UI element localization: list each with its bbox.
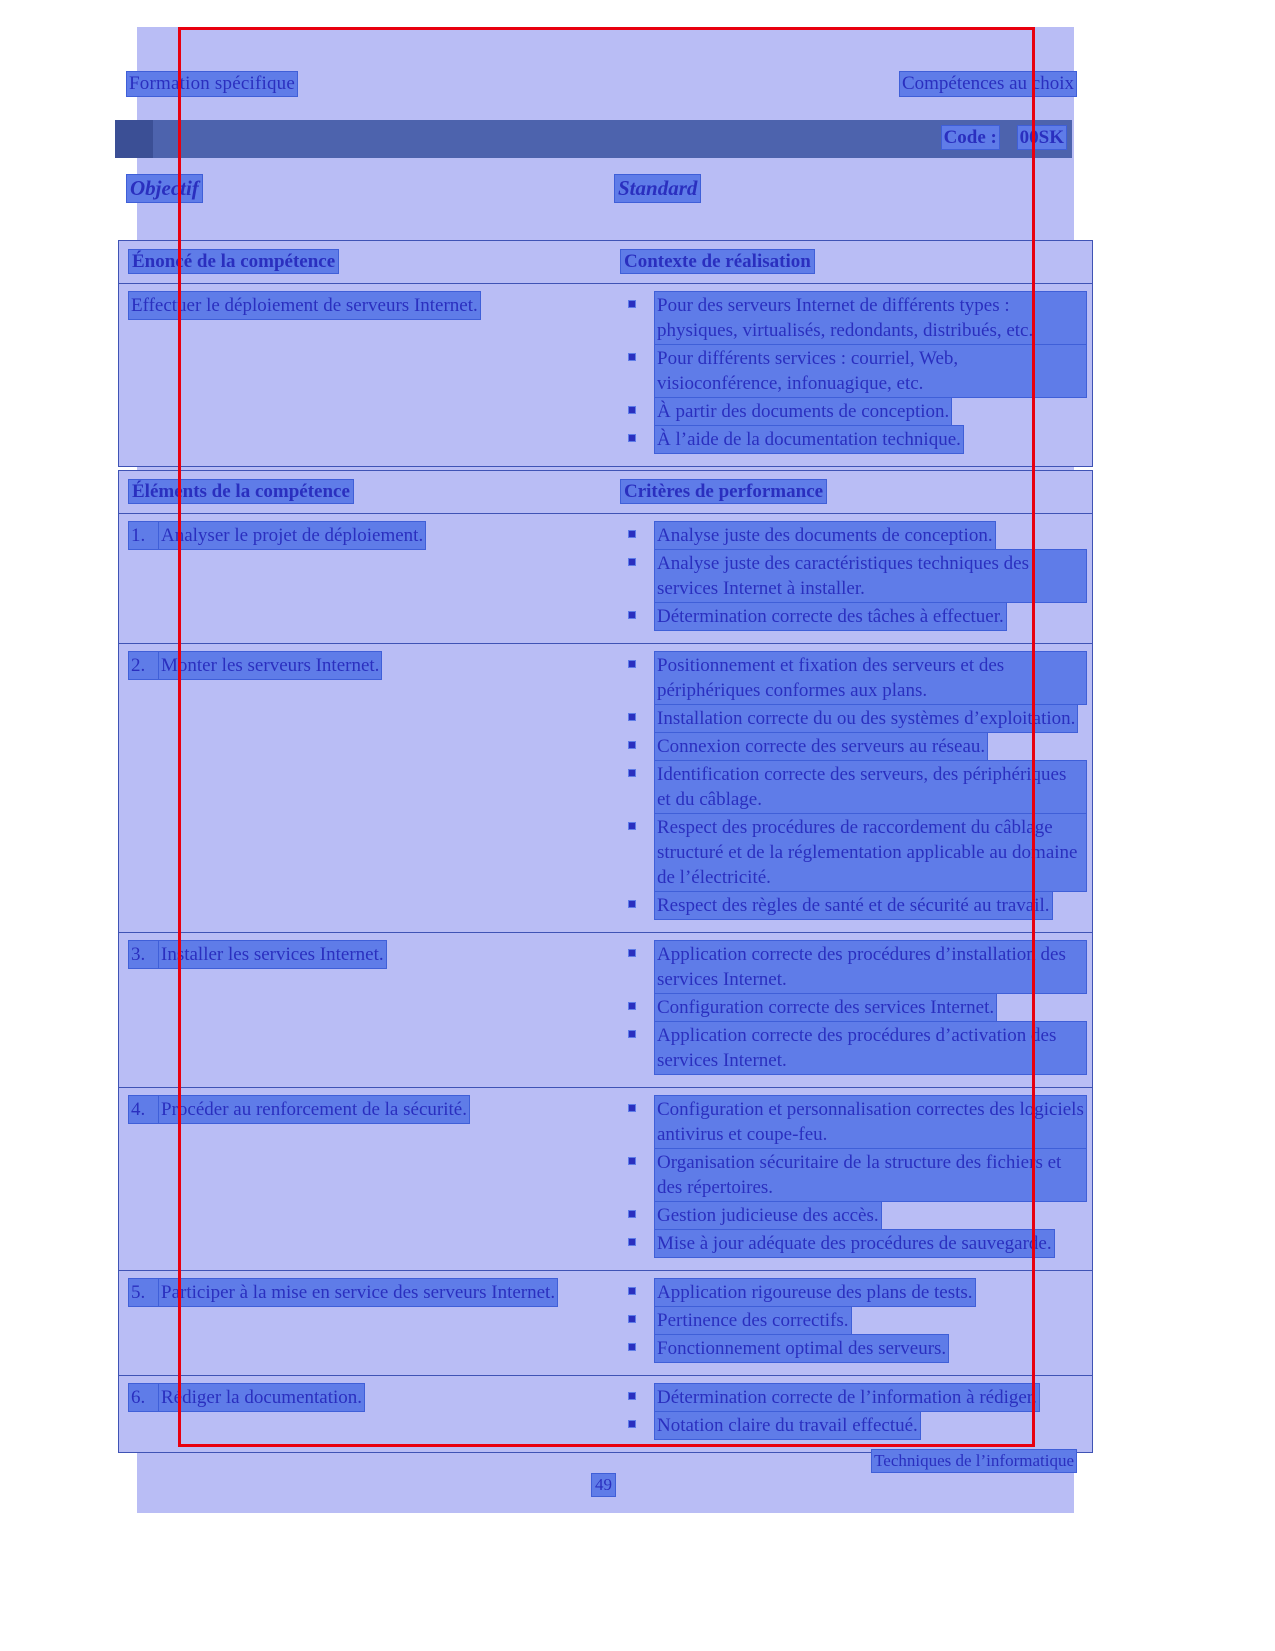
criteria-item-text: Analyse juste des caractéristiques techniques des services Internet à installer. xyxy=(655,550,1086,602)
list-item xyxy=(621,761,1086,813)
criteria-cell xyxy=(613,1088,1092,1270)
numbered-element xyxy=(129,1279,603,1306)
criteria-cell xyxy=(613,933,1092,1087)
footer-program-name: Techniques de l’informatique xyxy=(874,1451,1074,1470)
table-row xyxy=(119,644,1092,933)
element-cell xyxy=(119,1271,613,1375)
header-contexte-label: Contexte de réalisation xyxy=(621,250,814,273)
element-text-wrap xyxy=(159,1279,603,1306)
bullet-icon xyxy=(629,823,635,829)
criteria-item-text: Respect des procédures de raccordement du câblage structuré et de la réglementation applicable au domaine de l’électricité. xyxy=(655,814,1086,891)
list-item xyxy=(621,550,1086,602)
bullet-icon xyxy=(629,354,635,360)
element-text: Rédiger la documentation. xyxy=(159,1384,364,1411)
criteria-item-text: Installation correcte du ou des systèmes d’exploitation. xyxy=(655,705,1077,732)
criteria-item-text: Respect des règles de santé et de sécurité au travail. xyxy=(655,892,1052,919)
criteria-list xyxy=(621,522,1086,630)
bullet-icon xyxy=(629,1003,635,1009)
code-band-accent xyxy=(115,120,153,158)
code-text-group xyxy=(942,127,1066,149)
header-cell-elements xyxy=(119,471,613,513)
bullet-icon xyxy=(629,1158,635,1164)
list-item xyxy=(621,398,1086,425)
criteria-item-text: Positionnement et fixation des serveurs et des périphériques conformes aux plans. xyxy=(655,652,1086,704)
element-number: 6. xyxy=(129,1384,159,1411)
criteria-item-text: Connexion correcte des serveurs au réseau. xyxy=(655,733,987,760)
table-row xyxy=(119,1376,1092,1452)
header-left-text: Formation spécifique xyxy=(129,73,295,94)
criteria-item-text: Application correcte des procédures d’installation des services Internet. xyxy=(655,941,1086,993)
criteria-item-text: Pertinence des correctifs. xyxy=(655,1307,851,1334)
criteria-item-text: Configuration correcte des services Internet. xyxy=(655,994,996,1021)
list-item xyxy=(621,1202,1086,1229)
list-item xyxy=(621,1022,1086,1074)
element-text-wrap xyxy=(159,1384,603,1411)
list-item xyxy=(621,1096,1086,1148)
competence-statement xyxy=(129,292,603,319)
numbered-element xyxy=(129,1096,603,1123)
list-item xyxy=(621,603,1086,630)
element-text: Installer les services Internet. xyxy=(159,941,386,968)
table-row xyxy=(119,1271,1092,1376)
list-item xyxy=(621,345,1086,397)
element-cell xyxy=(119,1088,613,1270)
element-number: 5. xyxy=(129,1279,159,1306)
header-enonce-label: Énoncé de la compétence xyxy=(129,250,338,273)
code-band xyxy=(115,120,1072,158)
table-header-row xyxy=(119,471,1092,514)
list-item xyxy=(621,426,1086,453)
bullet-icon xyxy=(629,901,635,907)
elements-table xyxy=(118,470,1093,1453)
list-item xyxy=(621,1412,1086,1439)
context-item-text: Pour des serveurs Internet de différents types : physiques, virtualisés, redondants, distribués, etc. xyxy=(655,292,1086,344)
criteria-item-text: Organisation sécuritaire de la structure des fichiers et des répertoires. xyxy=(655,1149,1086,1201)
list-item xyxy=(621,1307,1086,1334)
context-item-text: Pour différents services : courriel, Web, visioconférence, infonuagique, etc. xyxy=(655,345,1086,397)
context-list xyxy=(621,292,1086,453)
element-cell xyxy=(119,933,613,1087)
bullet-icon xyxy=(629,435,635,441)
bullet-icon xyxy=(629,1211,635,1217)
bullet-icon xyxy=(629,1344,635,1350)
competence-statement-cell xyxy=(119,284,613,466)
element-text-wrap xyxy=(159,1096,603,1123)
list-item xyxy=(621,1149,1086,1201)
list-item xyxy=(621,892,1086,919)
table-row xyxy=(119,1088,1092,1271)
criteria-list xyxy=(621,1279,1086,1362)
bullet-icon xyxy=(629,714,635,720)
criteria-list xyxy=(621,1096,1086,1257)
table-row xyxy=(119,514,1092,644)
table-header-row xyxy=(119,241,1092,284)
header-right-text: Compétences au choix xyxy=(901,73,1074,94)
numbered-element xyxy=(129,522,603,549)
list-item xyxy=(621,733,1086,760)
criteria-item-text: Configuration et personnalisation correctes des logiciels antivirus et coupe-feu. xyxy=(655,1096,1086,1148)
bullet-icon xyxy=(629,1288,635,1294)
bullet-icon xyxy=(629,531,635,537)
list-item xyxy=(621,1335,1086,1362)
bullet-icon xyxy=(629,950,635,956)
numbered-element xyxy=(129,652,603,679)
bullet-icon xyxy=(629,1393,635,1399)
element-text: Procéder au renforcement de la sécurité. xyxy=(159,1096,469,1123)
criteria-list xyxy=(621,941,1086,1074)
criteria-item-text: Mise à jour adéquate des procédures de sauvegarde. xyxy=(655,1230,1054,1257)
bullet-icon xyxy=(629,1316,635,1322)
list-item xyxy=(621,1230,1086,1257)
element-number: 2. xyxy=(129,652,159,679)
standard-heading: Standard xyxy=(615,175,700,202)
competence-statement-text: Effectuer le déploiement de serveurs Internet. xyxy=(129,292,480,319)
list-item xyxy=(621,994,1086,1021)
list-item xyxy=(621,522,1086,549)
header-cell-enonce xyxy=(119,241,613,283)
table-row xyxy=(119,284,1092,466)
list-item xyxy=(621,814,1086,891)
footer-page-number: 49 xyxy=(592,1474,615,1496)
bullet-icon xyxy=(629,1105,635,1111)
criteria-item-text: Notation claire du travail effectué. xyxy=(655,1412,920,1439)
list-item xyxy=(621,652,1086,704)
element-text: Analyser le projet de déploiement. xyxy=(159,522,425,549)
bullet-icon xyxy=(629,1421,635,1427)
element-cell xyxy=(119,1376,613,1452)
list-item xyxy=(621,1279,1086,1306)
table-row xyxy=(119,933,1092,1088)
criteria-item-text: Gestion judicieuse des accès. xyxy=(655,1202,881,1229)
criteria-list xyxy=(621,652,1086,919)
code-label: Code : xyxy=(943,127,997,148)
bullet-icon xyxy=(629,612,635,618)
bullet-icon xyxy=(629,1031,635,1037)
element-text-wrap xyxy=(159,652,603,679)
list-item xyxy=(621,292,1086,344)
bullet-icon xyxy=(629,407,635,413)
criteria-cell xyxy=(613,644,1092,932)
header-cell-contexte xyxy=(613,241,1092,283)
criteria-item-text: Analyse juste des documents de conception. xyxy=(655,522,995,549)
element-text: Monter les serveurs Internet. xyxy=(159,652,381,679)
list-item xyxy=(621,705,1086,732)
element-cell xyxy=(119,514,613,643)
criteria-cell xyxy=(613,514,1092,643)
header-elements-label: Éléments de la compétence xyxy=(129,480,353,503)
element-number: 1. xyxy=(129,522,159,549)
header-cell-criteres xyxy=(613,471,1092,513)
element-number: 3. xyxy=(129,941,159,968)
numbered-element xyxy=(129,1384,603,1411)
code-value: 00SK xyxy=(1019,127,1064,148)
bullet-icon xyxy=(629,661,635,667)
list-item xyxy=(621,941,1086,993)
context-item-text: À partir des documents de conception. xyxy=(655,398,951,425)
element-text-wrap xyxy=(159,941,603,968)
list-item xyxy=(621,1384,1086,1411)
element-cell xyxy=(119,644,613,932)
criteria-item-text: Fonctionnement optimal des serveurs. xyxy=(655,1335,948,1362)
header-criteres-label: Critères de performance xyxy=(621,480,826,503)
criteria-cell xyxy=(613,1271,1092,1375)
element-text-wrap xyxy=(159,522,603,549)
objective-standard-row xyxy=(130,175,1074,205)
element-number: 4. xyxy=(129,1096,159,1123)
bullet-icon xyxy=(629,770,635,776)
objectif-heading: Objectif xyxy=(127,175,202,202)
criteria-item-text: Application rigoureuse des plans de tests. xyxy=(655,1279,975,1306)
document-page xyxy=(129,27,1084,1513)
competence-table xyxy=(118,240,1093,467)
context-item-text: À l’aide de la documentation technique. xyxy=(655,426,963,453)
criteria-cell xyxy=(613,1376,1092,1452)
criteria-item-text: Identification correcte des serveurs, des périphériques et du câblage. xyxy=(655,761,1086,813)
element-text: Participer à la mise en service des serveurs Internet. xyxy=(159,1279,557,1306)
criteria-list xyxy=(621,1384,1086,1439)
bullet-icon xyxy=(629,559,635,565)
numbered-element xyxy=(129,941,603,968)
bullet-icon xyxy=(629,301,635,307)
criteria-item-text: Détermination correcte de l’information à rédiger. xyxy=(655,1384,1039,1411)
bullet-icon xyxy=(629,1239,635,1245)
criteria-item-text: Application correcte des procédures d’activation des services Internet. xyxy=(655,1022,1086,1074)
bullet-icon xyxy=(629,742,635,748)
criteria-item-text: Détermination correcte des tâches à effectuer. xyxy=(655,603,1006,630)
page-header xyxy=(129,72,1074,98)
competence-context-cell xyxy=(613,284,1092,466)
